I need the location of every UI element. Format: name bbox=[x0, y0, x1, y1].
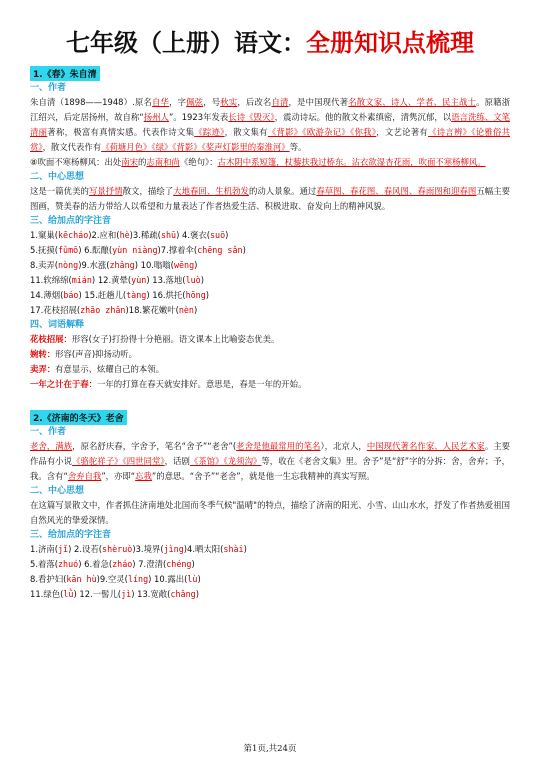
pronunciation-subheading: 三、给加点的字注音 bbox=[30, 530, 112, 540]
highlight-text: 老舍，满族 bbox=[30, 441, 73, 451]
pronunciation-line bbox=[30, 572, 510, 587]
pinyin: yùn niàng bbox=[112, 245, 158, 255]
text-run: )4.晒太阳( bbox=[183, 544, 224, 554]
pronunciation-list bbox=[30, 542, 510, 602]
text-run: 1.济南( bbox=[30, 544, 59, 554]
text-run: )7.撑着伞( bbox=[157, 245, 198, 255]
pronunciation-line bbox=[30, 557, 510, 572]
pinyin: zhuó bbox=[58, 559, 79, 569]
highlight-text: 扬州人 bbox=[143, 112, 169, 122]
author-subheading: 一、作者 bbox=[30, 83, 67, 93]
pinyin: lǜ bbox=[63, 589, 74, 599]
pinyin: chēng sǎn bbox=[197, 245, 243, 255]
author-subheading: 一、作者 bbox=[30, 427, 67, 437]
pinyin: luò bbox=[185, 275, 201, 285]
theme-paragraph bbox=[30, 498, 510, 528]
text-run: ) 4.褒衣( bbox=[176, 230, 211, 240]
pinyin: shū bbox=[160, 230, 177, 240]
section-heading: 1.《春》朱自清 bbox=[30, 66, 100, 81]
highlight-text: 南宋 bbox=[121, 157, 139, 167]
highlight-text: 舍弃自我 bbox=[67, 471, 102, 481]
text-run: ) bbox=[193, 305, 198, 315]
text-run: ，散文集有 bbox=[224, 127, 268, 137]
highlight-text: 语言洗练、文笔清丽 bbox=[30, 112, 511, 137]
pronunciation-list bbox=[30, 228, 510, 318]
section-heading: 2.《济南的冬天》老舍 bbox=[30, 410, 127, 425]
pinyin: kān hù bbox=[66, 574, 97, 584]
text-run: ) 12.一髻儿( bbox=[73, 589, 122, 599]
pronunciation-line bbox=[30, 258, 510, 273]
pronunciation-line bbox=[30, 288, 510, 303]
text-run: ，后改名 bbox=[237, 97, 272, 107]
section-chun bbox=[30, 58, 510, 392]
author-paragraph bbox=[30, 95, 510, 155]
pronunciation-subheading: 三、给加点的字注音 bbox=[30, 216, 112, 226]
text-run: 5.着落( bbox=[30, 559, 59, 569]
text-run: 11.软绵绵( bbox=[30, 275, 72, 285]
title-black: 七年级（上册）语文： bbox=[66, 28, 306, 57]
pinyin: líng bbox=[127, 574, 149, 584]
highlight-text: 佩弦 bbox=[186, 97, 204, 107]
highlight-text: 《背影》《欧游杂记》《你我》 bbox=[267, 127, 377, 137]
text-run: )18.繁花嫩叶( bbox=[125, 305, 179, 315]
highlight-text: 秋实 bbox=[220, 97, 238, 107]
title-red: 全册知识点梳理 bbox=[306, 28, 474, 57]
author-paragraph bbox=[30, 439, 510, 484]
text-run: ) 6.酝酿( bbox=[78, 245, 113, 255]
page-title bbox=[30, 0, 510, 58]
text-run: ”，亦即“ bbox=[101, 471, 136, 481]
text-run: ) bbox=[191, 559, 195, 569]
pronunciation-line bbox=[30, 303, 510, 318]
text-run: 散文，描绘了 bbox=[122, 186, 174, 196]
pinyin: zhāo zhǎn bbox=[80, 305, 126, 315]
text-run: 14.薄烟( bbox=[30, 290, 64, 300]
pinyin: zhǎng bbox=[109, 260, 135, 270]
text-run: ) 13.落地( bbox=[146, 275, 186, 285]
pinyin: chǎng bbox=[170, 589, 196, 599]
highlight-text: 《茶馆》《龙须沟》 bbox=[189, 456, 262, 466]
highlight-text: 《骆驼祥子》《四世同堂》 bbox=[72, 456, 165, 466]
text-run: ”。1923年发表 bbox=[168, 112, 229, 122]
pinyin: jǐ bbox=[58, 544, 69, 554]
pinyin: shài bbox=[223, 544, 244, 554]
highlight-text: 《荷塘月色》《绿》《背影》《桨声灯影里的秦淮河》 bbox=[101, 142, 290, 152]
text-run: )3.境界( bbox=[132, 544, 164, 554]
highlight-text: 忘我 bbox=[135, 471, 152, 481]
text-run: ⑧吹面不寒杨柳风：出处 bbox=[30, 157, 122, 167]
vocab-list bbox=[30, 332, 510, 392]
pinyin: fǔmō bbox=[58, 245, 79, 255]
text-run: 在这篇写景散文中，作者抓住济南地处北国而冬季气候"温晴"的特点，描绘了济南的阳光、小雪、山山水水，抒发了作者热爱祖国自然风光的挚爱深情。 bbox=[30, 500, 510, 525]
text-run: ），北京人， bbox=[320, 441, 367, 451]
pinyin: suō bbox=[210, 230, 226, 240]
pinyin: shèruò bbox=[102, 544, 133, 554]
pinyin: chéng bbox=[166, 559, 192, 569]
pronunciation-line bbox=[30, 243, 510, 258]
highlight-text: 《诗言辨》《论雅俗共赏》 bbox=[30, 127, 511, 152]
highlight-text: 中国现代著名作家、人民艺术家 bbox=[366, 441, 485, 451]
text-run: ) bbox=[200, 275, 205, 285]
text-run: 。主要作品有小说 bbox=[30, 441, 511, 466]
text-run: ，文艺论著有 bbox=[376, 127, 429, 137]
highlight-text: 自华 bbox=[152, 97, 170, 107]
highlight-text: 长诗《毁灭》 bbox=[228, 112, 275, 122]
text-run: ) 2.设若( bbox=[68, 544, 103, 554]
text-run: ) 15.赶趟儿( bbox=[78, 290, 127, 300]
text-run: ) 10.嗡嗡( bbox=[134, 260, 174, 270]
highlight-text: 大地春回、生机勃发 bbox=[173, 186, 249, 196]
vocab-item: 花枝招展：形容(女子)打扮得十分艳丽。语文课本上比喻姿态优美。 bbox=[30, 334, 280, 344]
text-run: ，散文代表作有 bbox=[42, 142, 102, 152]
text-run: ，话剧 bbox=[164, 456, 190, 466]
text-run: 这是一篇优美的 bbox=[30, 186, 89, 196]
pronunciation-line bbox=[30, 542, 510, 557]
highlight-text: 老舍是他最常用的笔名 bbox=[236, 441, 321, 451]
text-run: 著称，极富有真情实感。代表作诗文集 bbox=[47, 127, 195, 137]
pronunciation-line bbox=[30, 587, 510, 602]
text-run: ) 6.着急( bbox=[78, 559, 113, 569]
highlight-text: 名散文家、诗人、学者、民主战士 bbox=[348, 97, 477, 107]
text-run: ，原名舒庆春，字舍予，笔名“舍予”“老舍”( bbox=[72, 441, 237, 451]
theme-paragraph bbox=[30, 184, 510, 214]
text-run: 1.窠巢( bbox=[30, 230, 59, 240]
pinyin: tàng bbox=[126, 290, 147, 300]
vocab-item: 婉转：形容(声音)抑扬动听。 bbox=[30, 349, 138, 359]
text-run: ) bbox=[194, 260, 198, 270]
text-run: 17.花枝招展( bbox=[30, 305, 81, 315]
pronunciation-line bbox=[30, 228, 510, 243]
text-run: ，是中国现代著 bbox=[288, 97, 349, 107]
pronunciation-line bbox=[30, 273, 510, 288]
pinyin: nèn bbox=[178, 305, 194, 315]
text-run: 《绝句》： bbox=[179, 157, 218, 167]
text-run: 。原籍浙江绍兴，后定居扬州，故自称“ bbox=[30, 97, 511, 122]
highlight-text: 志南和尚 bbox=[146, 157, 180, 167]
text-run: 等，收在《老舍文集》里。舍予”是“舒”字的分拆：舍，舍弃；予，我。含有“ bbox=[30, 456, 511, 481]
text-run: 五幅主要图画，赞美春的活力带给人以希望和力量表达了作者热爱生活、积极进取、奋发向上的精神风貌。 bbox=[30, 186, 510, 211]
text-run: 的动人景象。通过 bbox=[248, 186, 317, 196]
highlight-text: 古木阴中系短篷，杖藜扶我过桥东。沾衣欲湿杏花雨，吹面不寒杨柳风。 bbox=[217, 157, 486, 167]
text-run: ) bbox=[195, 589, 199, 599]
text-run: 朱自清（1898——1948）.原名 bbox=[30, 97, 153, 107]
text-run: ，号 bbox=[203, 97, 221, 107]
text-run: ，字 bbox=[169, 97, 187, 107]
text-run: ) bbox=[205, 290, 210, 300]
pinyin: lù bbox=[187, 574, 198, 584]
section-jinan-winter bbox=[30, 402, 510, 602]
theme-subheading: 二、中心思想 bbox=[30, 172, 85, 182]
pinyin: hè bbox=[119, 230, 130, 240]
poem-paragraph bbox=[30, 155, 510, 170]
highlight-text: 自清 bbox=[271, 97, 289, 107]
vocab-item: 卖弄：有意显示、炫耀自己的本领。 bbox=[30, 364, 164, 374]
text-run: 8.看护妇( bbox=[30, 574, 67, 584]
text-run: ) 12.黄晕( bbox=[91, 275, 132, 285]
pinyin: báo bbox=[63, 290, 79, 300]
text-run: ，震动诗坛。他的散文朴素缜密，清隽沉郁，以 bbox=[274, 112, 452, 122]
highlight-text: 春草图、春花图、春风图、春雨图和迎春图 bbox=[316, 186, 477, 196]
vocab-item: 一年之计在于春：一年的打算在春天就安排好。意思是，春是一年的开始。 bbox=[30, 379, 307, 389]
text-run: ”的意思。“舍予”“老舍”，就是他一生忘我精神的真实写照。 bbox=[151, 471, 375, 481]
text-run: 5.抚摸( bbox=[30, 245, 59, 255]
pinyin: kēcháo bbox=[58, 230, 89, 240]
pinyin: jìng bbox=[163, 544, 184, 554]
vocab-subheading: 四、词语解释 bbox=[30, 320, 85, 330]
text-run: )9.水涨( bbox=[78, 260, 110, 270]
text-run: ) bbox=[242, 245, 246, 255]
text-run: ) 10.露出( bbox=[148, 574, 188, 584]
highlight-text: 《踪迹》 bbox=[194, 127, 225, 137]
pinyin: mián bbox=[71, 275, 92, 285]
text-run: 8.卖弄( bbox=[30, 260, 59, 270]
pinyin: wēng bbox=[173, 260, 195, 270]
text-run: ) 13.宽敞( bbox=[131, 589, 171, 599]
text-run: 等。 bbox=[289, 142, 307, 152]
theme-subheading: 二、中心思想 bbox=[30, 486, 85, 496]
text-run: 的 bbox=[138, 157, 147, 167]
text-run: )3.稀疏( bbox=[129, 230, 161, 240]
pinyin: hōng bbox=[185, 290, 206, 300]
text-run: )9.空灵( bbox=[96, 574, 128, 584]
pinyin: zháo bbox=[112, 559, 133, 569]
text-run: )2.应和( bbox=[88, 230, 120, 240]
page-footer: 第1页,共24页 bbox=[243, 744, 297, 754]
pinyin: jì bbox=[121, 589, 132, 599]
text-run: ) bbox=[197, 574, 201, 584]
highlight-text: 写景抒情 bbox=[88, 186, 123, 196]
text-run: 11.绿色( bbox=[30, 589, 64, 599]
pinyin: nòng bbox=[58, 260, 79, 270]
text-run: ) 7.澄清( bbox=[132, 559, 167, 569]
pinyin: yùn bbox=[131, 275, 147, 285]
text-run: ) 16.烘托( bbox=[146, 290, 186, 300]
text-run: ) bbox=[243, 544, 247, 554]
text-run: ) bbox=[225, 230, 229, 240]
